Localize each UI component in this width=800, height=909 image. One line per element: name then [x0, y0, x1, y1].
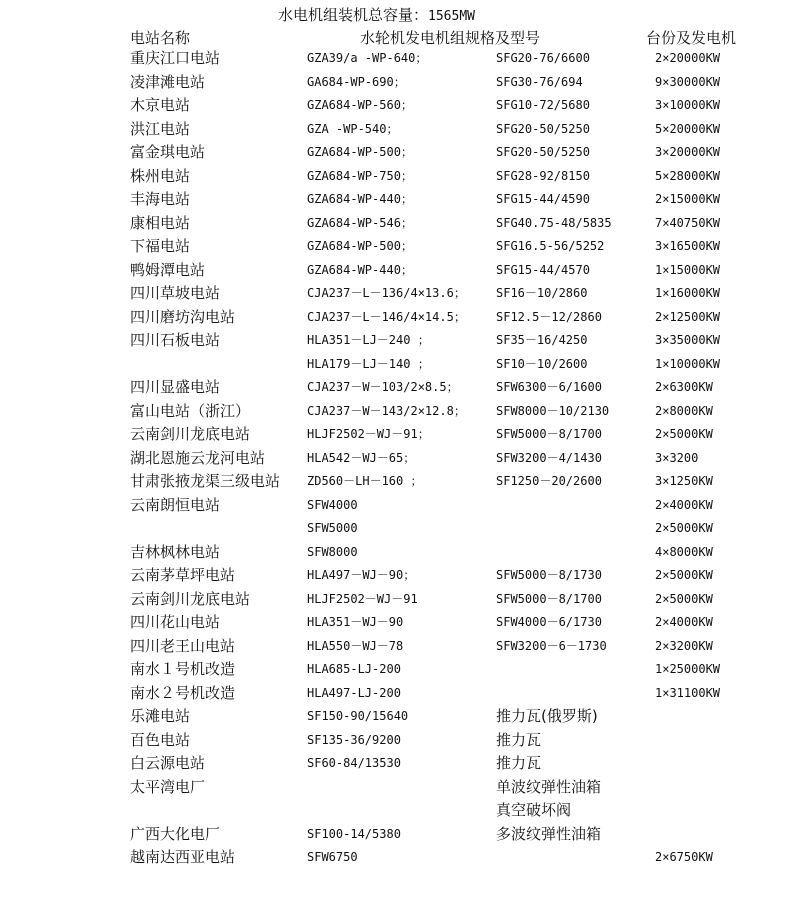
- station-list: [0, 47, 800, 870]
- turbine-model-cell: SFW8000: [307, 544, 358, 559]
- station-name-cell: 鸭姆潭电站: [130, 260, 206, 279]
- generator-model-cell: SFW8000－10/2130: [496, 403, 610, 418]
- station-name-cell: 四川磨坊沟电站: [130, 307, 236, 326]
- table-row: [0, 846, 800, 870]
- station-name-cell: 南水２号机改造: [130, 683, 236, 702]
- turbine-model-cell: CJA237－L－146/4×14.5；: [307, 309, 466, 324]
- generator-model-cell: SFW5000－8/1730: [496, 568, 602, 582]
- station-name-cell: 百色电站: [130, 730, 191, 749]
- turbine-model-cell: SFW4000: [307, 497, 358, 512]
- table-row: [0, 635, 800, 659]
- station-name-cell: 四川老王山电站: [130, 636, 236, 655]
- turbine-model-cell: SF150-90/15640: [307, 709, 409, 723]
- generator-model-cell: SF1250－20/2600: [496, 474, 602, 488]
- unit-count-cell: 1×25000KW: [655, 662, 721, 676]
- station-name-cell: 云南朗恒电站: [130, 495, 221, 514]
- turbine-model-cell: GA684-WP-690；: [307, 74, 406, 89]
- table-row: [0, 423, 800, 447]
- generator-model-cell: 多波纹弹性油箱: [496, 824, 602, 843]
- page-title: [278, 4, 475, 25]
- generator-model-cell: SF10－10/2600: [496, 356, 588, 371]
- table-row: [0, 799, 800, 823]
- title-label: 水电机组装机总容量：: [278, 6, 429, 24]
- station-name-cell: 云南剑川龙底电站: [130, 425, 251, 443]
- table-row: [0, 118, 800, 142]
- station-name-cell: 越南达西亚电站: [130, 848, 236, 866]
- unit-count-cell: 2×5000KW: [655, 591, 713, 606]
- header-station-name: 电站名称: [130, 29, 191, 47]
- generator-model-cell: 推力瓦: [496, 754, 542, 772]
- unit-count-cell: 2×5000KW: [655, 568, 713, 582]
- station-name-cell: 湖北恩施云龙河电站: [130, 448, 266, 467]
- generator-model-cell: SFG20-50/5250: [496, 121, 590, 136]
- generator-model-cell: SFW6300－6/1600: [496, 380, 602, 394]
- station-name-cell: 洪江电站: [130, 119, 191, 138]
- generator-model-cell: 推力瓦(俄罗斯): [496, 707, 598, 725]
- unit-count-cell: 3×35000KW: [655, 333, 721, 347]
- station-name-cell: 丰海电站: [130, 190, 191, 208]
- station-name-cell: 富金琪电站: [130, 143, 206, 161]
- generator-model-cell: SFG28-92/8150: [496, 168, 590, 183]
- generator-model-cell: SFG10-72/5680: [496, 98, 590, 112]
- unit-count-cell: 7×40750KW: [655, 215, 721, 230]
- table-row: [0, 541, 800, 565]
- unit-count-cell: 2×5000KW: [655, 427, 713, 441]
- table-row: [0, 329, 800, 353]
- station-name-cell: 四川花山电站: [130, 613, 221, 631]
- turbine-model-cell: CJA237－W－103/2×8.5；: [307, 380, 459, 394]
- turbine-model-cell: GZA39/a -WP-640；: [307, 51, 428, 65]
- turbine-model-cell: SF60-84/13530: [307, 756, 401, 770]
- turbine-model-cell: SFW5000: [307, 521, 358, 535]
- turbine-model-cell: GZA684-WP-500；: [307, 145, 413, 159]
- generator-model-cell: SF16－10/2860: [496, 286, 588, 300]
- station-name-cell: 木京电站: [130, 96, 191, 114]
- unit-count-cell: 2×8000KW: [655, 403, 713, 418]
- generator-model-cell: SF35－16/4250: [496, 333, 588, 347]
- turbine-model-cell: CJA237－W－143/2×12.8；: [307, 403, 466, 418]
- unit-count-cell: 3×10000KW: [655, 98, 721, 112]
- generator-model-cell: SFW5000－8/1700: [496, 591, 602, 606]
- generator-model-cell: SFW3200－4/1430: [496, 450, 602, 465]
- header-unit-spec: 水轮机发电机组规格及型号: [360, 29, 541, 47]
- table-row: [0, 165, 800, 189]
- turbine-model-cell: HLJF2502－WJ－91: [307, 591, 418, 606]
- table-row: [0, 729, 800, 753]
- title-capacity-value: 1565MW: [428, 9, 475, 24]
- generator-model-cell: SFG40.75-48/5835: [496, 215, 612, 230]
- table-row: [0, 306, 800, 330]
- table-row: [0, 494, 800, 518]
- table-row: [0, 705, 800, 729]
- station-name-cell: 株州电站: [130, 166, 191, 185]
- turbine-model-cell: SF100-14/5380: [307, 826, 401, 841]
- turbine-model-cell: HLA550－WJ－78: [307, 638, 404, 653]
- table-row: [0, 447, 800, 471]
- turbine-model-cell: HLA497－WJ－90；: [307, 568, 416, 582]
- generator-model-cell: SFG20-50/5250: [496, 145, 590, 159]
- station-name-cell: 甘肃张掖龙渠三级电站: [130, 472, 281, 490]
- table-row: [0, 588, 800, 612]
- turbine-model-cell: ZD560－LH－160 ；: [307, 474, 423, 488]
- table-row: [0, 212, 800, 236]
- generator-model-cell: 真空破坏阀: [496, 801, 572, 819]
- generator-model-cell: SFW4000－6/1730: [496, 615, 602, 629]
- turbine-model-cell: GZA684-WP-546；: [307, 215, 413, 230]
- generator-model-cell: SFW5000－8/1700: [496, 427, 602, 441]
- turbine-model-cell: SF135-36/9200: [307, 732, 401, 747]
- unit-count-cell: 3×3200: [655, 450, 699, 465]
- station-name-cell: 吉林枫林电站: [130, 542, 221, 561]
- station-name-cell: 白云源电站: [130, 754, 206, 772]
- table-row: [0, 776, 800, 800]
- unit-count-cell: 1×15000KW: [655, 262, 721, 277]
- table-row: [0, 564, 800, 588]
- unit-count-cell: 1×16000KW: [655, 286, 721, 300]
- turbine-model-cell: GZA684-WP-560；: [307, 98, 413, 112]
- turbine-model-cell: HLA497-LJ-200: [307, 685, 401, 700]
- generator-model-cell: SF12.5－12/2860: [496, 309, 602, 324]
- table-row: [0, 400, 800, 424]
- header-unit-count: 台份及发电机: [646, 29, 737, 47]
- table-row: [0, 141, 800, 165]
- unit-count-cell: 2×5000KW: [655, 521, 713, 535]
- generator-model-cell: SFG30-76/694: [496, 74, 583, 89]
- station-name-cell: 乐滩电站: [130, 707, 191, 725]
- unit-count-cell: 5×28000KW: [655, 168, 721, 183]
- turbine-model-cell: GZA684-WP-440；: [307, 192, 413, 206]
- station-name-cell: 四川石板电站: [130, 331, 221, 349]
- unit-count-cell: 2×3200KW: [655, 638, 713, 653]
- station-name-cell: 南水１号机改造: [130, 660, 236, 678]
- table-row: [0, 470, 800, 494]
- generator-model-cell: 单波纹弹性油箱: [496, 777, 602, 796]
- turbine-model-cell: HLJF2502－WJ－91；: [307, 427, 430, 441]
- table-row: [0, 94, 800, 118]
- table-row: [0, 517, 800, 541]
- station-name-cell: 富山电站（浙江）: [130, 401, 251, 420]
- unit-count-cell: 1×10000KW: [655, 356, 721, 371]
- unit-count-cell: 3×1250KW: [655, 474, 713, 488]
- station-name-cell: 重庆江口电站: [130, 49, 221, 67]
- table-row: [0, 235, 800, 259]
- table-row: [0, 823, 800, 847]
- unit-count-cell: 2×4000KW: [655, 497, 713, 512]
- station-name-cell: 云南剑川龙底电站: [130, 589, 251, 608]
- table-row: [0, 353, 800, 377]
- table-row: [0, 752, 800, 776]
- station-name-cell: 云南茅草坪电站: [130, 566, 236, 584]
- turbine-model-cell: GZA684-WP-440；: [307, 262, 413, 277]
- turbine-model-cell: GZA -WP-540；: [307, 121, 399, 136]
- unit-count-cell: 2×15000KW: [655, 192, 721, 206]
- unit-count-cell: 2×12500KW: [655, 309, 721, 324]
- table-row: [0, 611, 800, 635]
- station-name-cell: 四川草坡电站: [130, 284, 221, 302]
- table-row: [0, 658, 800, 682]
- station-name-cell: 四川显盛电站: [130, 378, 221, 396]
- generator-model-cell: SFG15-44/4570: [496, 262, 590, 277]
- unit-count-cell: 4×8000KW: [655, 544, 713, 559]
- generator-model-cell: SFG16.5-56/5252: [496, 239, 605, 253]
- station-name-cell: 下福电站: [130, 237, 191, 255]
- unit-count-cell: 2×20000KW: [655, 51, 721, 65]
- station-name-cell: 太平湾电厂: [130, 777, 206, 796]
- turbine-model-cell: SFW6750: [307, 850, 358, 864]
- table-row: [0, 259, 800, 283]
- station-name-cell: 广西大化电厂: [130, 824, 221, 843]
- station-name-cell: 凌津滩电站: [130, 72, 206, 91]
- table-row: [0, 71, 800, 95]
- table-row: [0, 376, 800, 400]
- turbine-model-cell: HLA351－LJ－240 ；: [307, 333, 430, 347]
- generator-model-cell: SFG20-76/6600: [496, 51, 590, 65]
- turbine-model-cell: HLA179－LJ－140 ；: [307, 356, 430, 371]
- table-row: [0, 188, 800, 212]
- unit-count-cell: 3×20000KW: [655, 145, 721, 159]
- generator-model-cell: 推力瓦: [496, 730, 542, 749]
- turbine-model-cell: HLA685-LJ-200: [307, 662, 401, 676]
- table-row: [0, 47, 800, 71]
- table-row: [0, 682, 800, 706]
- table-row: [0, 282, 800, 306]
- unit-count-cell: 2×4000KW: [655, 615, 713, 629]
- turbine-model-cell: GZA684-WP-750；: [307, 168, 413, 183]
- turbine-model-cell: GZA684-WP-500；: [307, 239, 413, 253]
- turbine-model-cell: CJA237－L－136/4×13.6；: [307, 286, 466, 300]
- unit-count-cell: 2×6750KW: [655, 850, 713, 864]
- turbine-model-cell: HLA542－WJ－65；: [307, 450, 416, 465]
- generator-model-cell: SFG15-44/4590: [496, 192, 590, 206]
- unit-count-cell: 5×20000KW: [655, 121, 721, 136]
- station-name-cell: 康相电站: [130, 213, 191, 232]
- unit-count-cell: 1×31100KW: [655, 685, 721, 700]
- unit-count-cell: 9×30000KW: [655, 74, 721, 89]
- unit-count-cell: 3×16500KW: [655, 239, 721, 253]
- turbine-model-cell: HLA351－WJ－90: [307, 615, 404, 629]
- unit-count-cell: 2×6300KW: [655, 380, 713, 394]
- generator-model-cell: SFW3200－6－1730: [496, 638, 607, 653]
